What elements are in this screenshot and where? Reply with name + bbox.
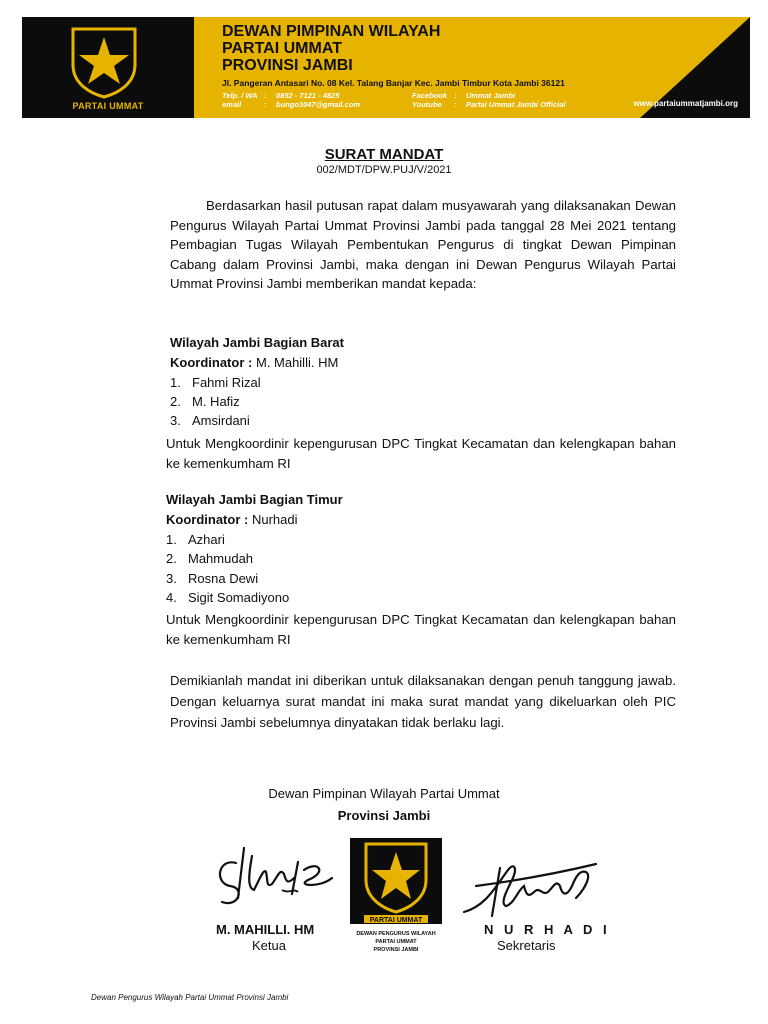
stamp-caption: PARTAI UMMAT [369, 917, 423, 924]
east-coordinator [166, 512, 297, 527]
list-item-name: Mahmudah [188, 551, 254, 566]
east-coordinator-name: Nurhadi [251, 512, 298, 527]
youtube-label: Youtube [412, 100, 442, 109]
list-item-name: M. Hafiz [192, 394, 240, 409]
document-number: 002/MDT/DPW.PUJ/V/2021 [316, 164, 452, 176]
secretary-role: Sekretaris [497, 938, 556, 953]
list-item-number: 1. [170, 375, 181, 390]
east-coordinator-label: Koordinator : [166, 512, 249, 527]
letterhead-contacts [222, 91, 360, 109]
list-item [166, 532, 225, 547]
chairman-role: Ketua [252, 938, 286, 953]
signature-organization: Dewan Pimpinan Wilayah Partai Ummat [268, 786, 500, 801]
party-star-logo-icon [67, 25, 141, 99]
email-label: email [222, 100, 242, 109]
east-task: Untuk Mengkoordinir kepengurusan DPC Tingkat Kecamatan dan kelengkapan bahan ke kemenkumham RI [166, 612, 676, 647]
letterhead-social [412, 91, 565, 109]
list-item-number: 2. [170, 394, 181, 409]
youtube-colon: : [454, 100, 457, 109]
letterhead-website: www.partaiummatjambi.org [633, 99, 738, 108]
letterhead-title [222, 23, 440, 74]
list-item-name: Amsirdani [192, 413, 250, 428]
list-item [166, 551, 253, 566]
list-item-number: 2. [166, 551, 177, 566]
facebook-colon: : [454, 91, 457, 100]
west-coordinator-name: M. Mahilli. HM [255, 355, 339, 370]
letterhead [22, 17, 750, 118]
logo-caption: PARTAI UMMAT [72, 101, 144, 111]
intro-paragraph: Berdasarkan hasil putusan rapat dalam musyawarah yang dilaksanakan Dewan Pengurus Wilayah Partai Ummat Provinsi Jambi pada tanggal 28 Mei 2021 tentang Pembagian Tugas Wilayah Pembentukan Pengurus di tingkat Dewan Pimpinan Cabang dalam Provinsi Jambi, maka dengan ini Dewan Pengurus Wilayah Partai Ummat Provinsi Jambi memberikan mandat kepada: [170, 198, 676, 292]
chairman-signature [208, 828, 348, 928]
west-task: Untuk Mengkoordinir kepengurusan DPC Tingkat Kecamatan dan kelengkapan bahan ke kemenkumham RI [166, 436, 676, 471]
stamp-line-2: PARTAI UMMAT [375, 939, 417, 945]
phone-label: Telp. / WA [222, 91, 258, 100]
stamp-line-3: PROVINSI JAMBI [373, 947, 419, 953]
west-coordinator-label: Koordinator : [170, 355, 253, 370]
signature-province: Provinsi Jambi [337, 808, 431, 823]
list-item-number: 3. [170, 413, 181, 428]
list-item-name: Azhari [188, 532, 225, 547]
phone-colon: : [264, 91, 267, 100]
list-item [170, 394, 240, 409]
title-line-3: PROVINSI JAMBI [222, 57, 353, 74]
list-item-name: Sigit Somadiyono [188, 590, 290, 605]
party-stamp-icon [348, 836, 444, 956]
list-item [170, 413, 250, 428]
phone-value: 0852 - 7121 - 4825 [276, 91, 340, 100]
title-line-1: DEWAN PIMPINAN WILAYAH [222, 23, 441, 40]
closing-paragraph: Demikianlah mandat ini diberikan untuk dilaksanakan dengan penuh tanggung jawab. Dengan keluarnya surat mandat ini maka surat mandat yang dikeluarkan oleh PIC Provinsi Jambi sebelumnya dinyatakan tidak berlaku lagi. [170, 673, 676, 730]
east-section-heading: Wilayah Jambi Bagian Timur [166, 492, 343, 507]
list-item-number: 4. [166, 590, 177, 605]
list-item [170, 375, 261, 390]
facebook-label: Facebook [412, 91, 448, 100]
youtube-value: Partai Ummat Jambi Official [466, 100, 566, 109]
list-item-number: 3. [166, 571, 177, 586]
document-title: SURAT MANDAT [324, 146, 444, 163]
secretary-name: N U R H A D I [484, 922, 611, 937]
chairman-name: M. MAHILLI. HM [216, 922, 315, 937]
west-coordinator [170, 355, 338, 370]
list-item-name: Fahmi Rizal [192, 375, 261, 390]
list-item [166, 571, 258, 586]
title-line-2: PARTAI UMMAT [222, 40, 342, 57]
list-item [166, 590, 289, 605]
list-item-name: Rosna Dewi [188, 571, 259, 586]
secretary-signature [456, 846, 606, 926]
west-section-heading: Wilayah Jambi Bagian Barat [170, 335, 344, 350]
page-footer: Dewan Pengurus Wilayah Partai Ummat Provinsi Jambi [91, 993, 289, 1002]
list-item-number: 1. [166, 532, 177, 547]
facebook-value: Ummat Jambi [466, 91, 516, 100]
stamp-line-1: DEWAN PENGURUS WILAYAH [356, 931, 436, 937]
letterhead-logo-panel [22, 17, 194, 118]
email-value: bungo3047@gmail.com [276, 100, 360, 109]
letterhead-address: Jl. Pangeran Antasari No. 08 Kel. Talang Banjar Kec. Jambi Timbur Kota Jambi 36121 [222, 78, 565, 88]
email-colon: : [264, 100, 267, 109]
